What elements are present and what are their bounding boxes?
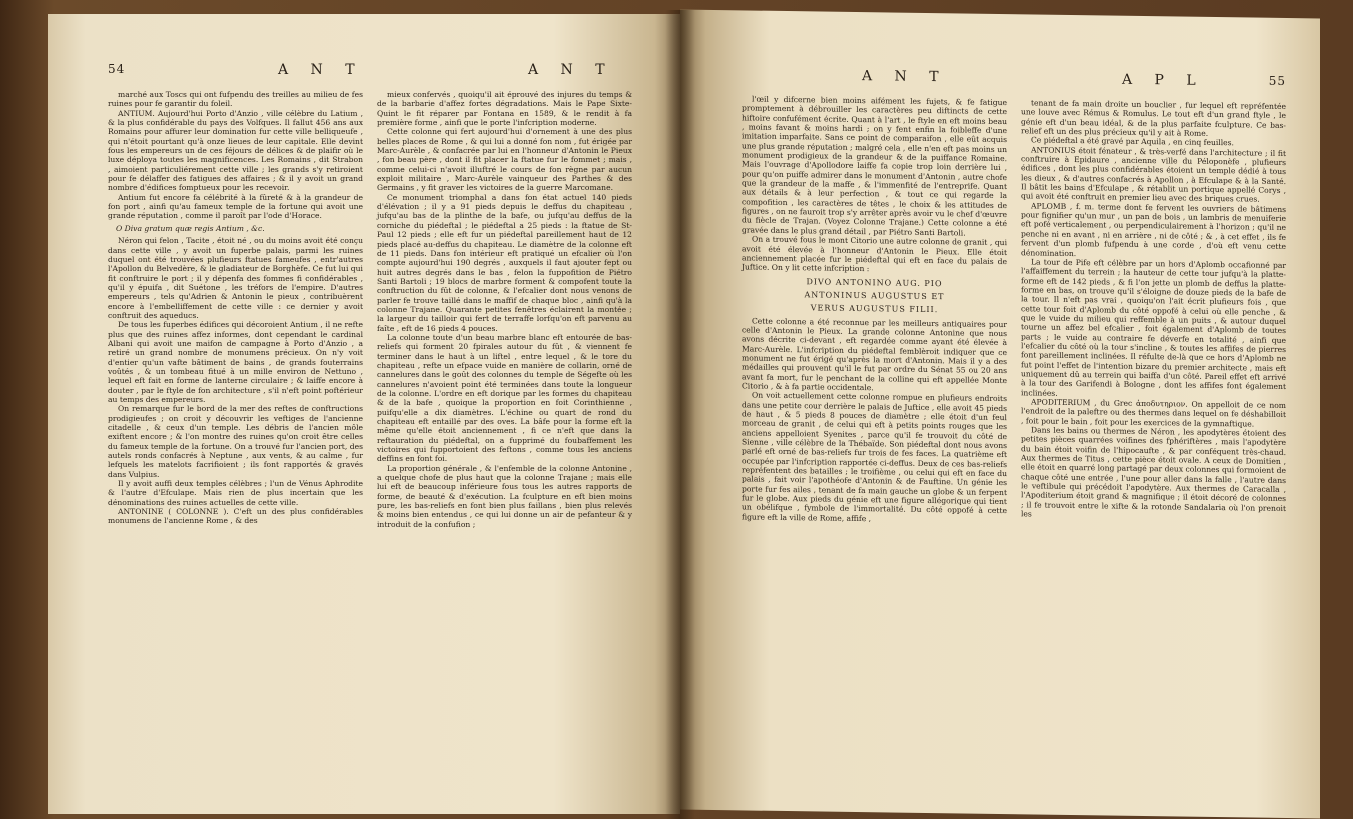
entry-antonius: ANTONIUS étoit fénateur , & très-verfé dans l'architecture ; il fit conftruire à Epidaure , ancienne ville du Péloponèfe , plufieurs édifices , dont les plus confidérables étoient un temple dédié à tous les dieux , & d'autres confacrés à Apollon , à Efculape & à la Santé. Il bâtit les bains d'Efculape , & rétablit un portique appellé Corys , qui avoit été conftruit en premier lieu avec des briques crues. [1021, 145, 1286, 205]
right-page [680, 10, 1320, 819]
inscription-line: ANTONINUS AUGUSTUS ET [804, 290, 945, 302]
entry-antium: ANTIUM. Aujourd'hui Porto d'Anzio , ville célèbre du Latium , & la plus confidérable du pays des Volfques. Il fallut 456 ans aux Romains pour affurer leur domination fur cette ville belliqueufe , qui n'étoit pourtant qu'à onze lieues de leur capitale. Elle devint fous les empereurs un de ces féjours de délices & de plaifir où le luxe déploya toutes les magnificences. Les Romains , dit Strabon , aimoient particuliérement cette ville ; les grands s'y retiroient pour fe délaffer des fatigues des affaires ; & il y avoit un grand nombre d'édifices fomptueux pour les recevoir. [108, 108, 363, 193]
right-column-1 [742, 94, 1007, 525]
entry-aplomb: APLOMB , f. m. terme dont fe fervent les ouvriers de bâtimens pour fignifier qu'un mur , un pan de bois , un lambris de menuiferie eft pofé verticalement , ou perpendiculairement à l'horizon ; qu'il ne penche ni en avant , ni en arrière , ni de côté ; & , à cet effet , ils fe fervent d'un plomb fufpendu à une corde , d'où eft venu cette dénomination. [1021, 201, 1286, 258]
paragraph: Néron qui felon , Tacite , étoit né , ou du moins avoit été conçu dans cette ville , y avoit un fuperbe palais, parmi les ruines duquel ont été trouvées plufieurs ftatues fameufes , entr'autres l'Apollon du Belvedère, & le gladiateur de Borghèfe. Ce fut lui qui fit conftruire le port ; il y dépenfa des fommes fi confidérables , qu'il y épuifa , dit Suétone , les tréfors de l'empire. D'autres empereurs , tels qu'Adrien & Antonin le pieux , contribuèrent encore à l'embelliffement de cette ville : ce dernier y avoit conftruit des aqueducs. [108, 236, 363, 320]
paragraph: On a trouvé fous le mont Citorio une autre colonne de granit , qui avoit été élevée à l'honneur d'Antonin le Pieux. Elle étoit anciennement placée fur le piédeftal qui eft en face du palais de Juftice. On y lit cette infcription : [742, 234, 1007, 274]
paragraph: La tour de Pife eft célèbre par un hors d'Aplomb occafionné par l'affaiffement du terrein ; la hauteur de cette tour jufqu'à la platte-forme eft de 142 pieds , & fi l'on jette un plomb de deffus la platte-forme en bas, on trouve qu'il s'éloigne de douze pieds de la bafe de la tour. Il n'eft pas vrai , quoiqu'on l'ait écrit plufieurs fois , que cette tour foit d'Aplomb du côté oppofé à celui où elle penche , & que le vuide du milieu qui reffemble à un puits , & autour duquel tourne un affez bel efcalier , foit également d'Aplomb de toutes parts ; le vuide au contraire fe déverfe en totalité , ainfi que l'efcalier du côté où la tour s'incline , & toutes les affifes de pierres font pareillement inclinées. Il réfulte de-là que ce hors d'Aplomb ne fut point l'effet de l'intention bizare du premier architecte , mais eft uniquement dû au terrein qui baiffa d'un côté. Pareil effet eft arrivé à la tour des Garifendi à Bologne , dont les affifes font également inclinées. [1021, 257, 1286, 398]
left-page-header [108, 62, 632, 86]
running-head: A P L [1122, 71, 1205, 89]
paragraph: Ce piédeftal a été gravé par Aquila , en cinq feuilles. [1031, 135, 1234, 148]
paragraph: On voit actuellement cette colonne rompue en plufieurs endroits dans une petite cour derrière le palais de Juftice , elle avoit 45 pieds de haut , & 5 pieds 8 pouces de diamètre ; elle étoit d'un feul morceau de granit , de celui qui eft à petits points rouges que les anciens appelloient Syenites , parce qu'il fe trouvoit du côté de Sienne , ville célèbre de la Thébaïde. Son piédeftal dont nous avons parlé eft orné de bas-reliefs fur trois de fes faces. La quatrième eft occupée par l'infcription rapportée ci-deffus. Deux de ces bas-reliefs repréfentent des batailles ; le troifième , ou celui qui eft en face du palais , fait voir l'apothéofe d'Antonin & de Fauftine. Un génie les porte fur fes ailes , tenant de fa main gauche un globe & un ferpent fur le globe. Aux pieds du génie eft une figure allégorique qui tient un obélifque , fymbole de l'immortalité. Du côté oppofé à cette figure eft la ville de Rome, affife , [742, 390, 1007, 523]
running-head: A N T [862, 68, 948, 86]
inscription-line: DIVO ANTONINO AUG. PIO [806, 276, 943, 288]
right-page-header [742, 66, 1286, 98]
paragraph: De tous les fuperbes édifices qui décoroient Antium , il ne refte plus que des ruines affez informes, dont cependant le cardinal Albani qui avoit une maifon de campagne à Porto d'Anzio , a retiré un grand nombre de monumens précieux. On n'y voit d'entier qu'un vafte bâtiment de bains , de grands fouterrains voûtés , & un tombeau fitué à un mille environ de Nettuno , lequel eft fait en forme de lanterne circulaire ; & laiffe encore à douter , par le ftyle de fon architecture , s'il n'eft point poftérieur au temps des empereurs. [108, 320, 363, 404]
paragraph: Il y avoit auffi deux temples célèbres ; l'un de Vénus Aphrodite & l'autre d'Efculape. Mais rien de plus incertain que les dénominations des ruines actuelles de cette ville. [108, 479, 363, 507]
left-page [48, 14, 680, 814]
paragraph: marché aux Toscs qui ont fufpendu des treilles au milieu de fes ruines pour fe garantir du foleil. [108, 90, 363, 109]
entry-antonine: ANTONINE ( COLONNE ). C'eft un des plus confidérables monumens de l'ancienne Rome , & des [108, 507, 363, 526]
paragraph: l'œil y difcerne bien moins aifément les fujets, & fe fatigue promptement à débrouiller les caractères peu diftincts de cette hiftoire confufément écrite. Quant à l'art , le ftyle en eft moins beau , moins favant & moins hardi ; on y fent enfin la foibleffe d'une imitation imparfaite. Sans ce point de comparaifon , elle eût acquis une plus grande réputation ; malgré cela , elle n'en eft pas moins un monument prodigieux de la grandeur & de la puiffance Romaine. Mais l'ouvrage d'Apollodore laiffe fa copie trop loin derrière lui , pour qu'on puiffe admirer dans le monument d'Antonin , autre chofe que la grandeur de la maffe , & l'immenfité de l'entreprife. Quant aux détails & à leur perfection , & tout ce qui regarde la compofition , les caractères de têtes , le choix & les attitudes de figures , on ne fauroit trop s'y arrêter après avoir vu le chef d'œuvre du fiècle de Trajan. (Voyez Colonne Trajane.) Cette colonne a été gravée dans le plus grand détail , par Piétro Santi Bartoli. [742, 94, 1007, 238]
inscription-line: VERUS AUGUSTUS FILII. [810, 303, 939, 315]
paragraph: Dans les bains ou thermes de Néron , les apodytères étoient des petites pièces quarrées voifines des fphériftères , mais l'apodytère du bain étoit voifin de l'hipocaufte , & par conféquent très-chaud. Aux thermes de Titus , cette pièce étoit ovale. A ceux de Domitien , elle étoit en quarré long partagé par deux colonnes qui formoient de chaque côté une entrée , l'une pour aller dans la falle , l'autre dans le veftibule qui précédoit l'apodytère. Aux thermes de Caracalla , l'Apoditerium étoit grand & magnifique ; il étoit décoré de colonnes ; il fe trouvoit entre le xifte & la rotonde Sandalaria où l'on prenoit les [1021, 425, 1286, 519]
page-number: 55 [1268, 73, 1286, 88]
right-column-2 [1021, 98, 1286, 529]
paragraph: On remarque fur le bord de la mer des reftes de conftructions prodigieufes ; on croit y découvrir les veftiges de l'ancienne citadelle , & ceux d'un temple. Les débris de l'ancien môle exiftent encore ; & l'on montre des ruines qu'on croit être celles du fameux temple de la fortune. On a trouvé fur l'ancien port, des autels ronds confacrés à Neptune , aux vents, & au calme , fur lefquels les matelots facrifioient ; ils font rapportés & gravés dans Vulpius. [108, 404, 363, 479]
running-head: A N T [278, 62, 364, 78]
verse-quote: O Diva gratum quæ regis Antium , &c. [116, 223, 265, 233]
page-number: 54 [108, 62, 126, 76]
book-gutter [665, 10, 695, 819]
paragraph: La proportion générale , & l'enfemble de la colonne Antonine , a quelque chofe de plus haut que la colonne Trajane ; mais elle lui eft de beaucoup inférieure fous tous les autres rapports de forme, de beauté & d'exécution. La fculpture en eft bien moins pure, les bas-reliefs en font bien plus faillans , bien plus relevés & moins bien entendus , ce qui lui donne un air de pefanteur & y introduit de la confufion ; [377, 463, 632, 529]
paragraph: Cette colonne qui fert aujourd'hui d'ornement à une des plus belles places de Rome , & qui lui a donné fon nom , fut érigée par Marc-Aurèle , & confacrée par lui en l'honneur d'Antonin le Pieux , fon beau père , dont il fit placer la ftatue fur le fommet ; mais , comme celui-ci n'avoit illuftré le cours de fon règne par aucun exploit militaire , Marc-Aurèle vainqueur des Parthes & des Germains , y fit graver les victoires de la guerre Marcomane. [377, 127, 632, 193]
paragraph: La colonne toute d'un beau marbre blanc eft entourée de bas-reliefs qui forment 20 fpirales autour du fût , & viennent fe terminer dans le haut à un liftel , entre lequel , & le tore du chapiteau , refte un efpace vuide en manière de collarin, orné de cannelures dans le goût des colonnes du temple de Ségefte où les cannelures n'avoient point été terminées dans toute la longueur de la colonne. L'ordre en eft dorique par les formes du chapiteau & de la bafe , quoique la proportion en foit Corinthienne , puifqu'elle a dix diamètres. L'échine ou quart de rond du chapiteau eft entaillé par des oves. La bâfe pour la forme eft la même qu'elle étoit anciennement , fi ce n'eft que dans la reftauration du piédeftal, on a fupprimé du foubaffement les victoires qui fupportoient des feftons , comme tous les anciens deffins en font foi. [377, 332, 632, 464]
paragraph: tenant de fa main droite un bouclier , fur lequel eft repréfentée une louve avec Rémus & Romulus. Le tout eft d'un grand ftyle , le génie eft d'un beau idéal, & de la plus parfaite fculpture. Ce bas-relief eft un des plus précieux qu'il y ait à Rome. [1021, 98, 1286, 138]
paragraph: Antium fut encore fa célébrité à la fûreté & à la grandeur de fon port , ainfi qu'au fameux temple de la fortune qui avoit une grande réputation , comme il paroît par l'ode d'Horace. [108, 192, 363, 221]
paragraph: mieux confervés , quoiqu'il ait éprouvé des injures du temps & de la barbarie d'affez fortes dégradations. Mais le Pape Sixte-Quint le fit réparer par Fontana en 1589, & le rendit à fa première forme , ainfi que le porte l'infcription moderne. [377, 90, 632, 128]
left-column-2 [377, 90, 632, 529]
left-column-1 [108, 90, 363, 529]
paragraph: Cette colonne a été reconnue par les meilleurs antiquaires pour celle d'Antonin le Pieux. La grande colonne Antonine que nous avons décrite ci-devant , eft regardée comme ayant été élevée à Marc-Aurèle. L'infcription du piédeftal femblèroit indiquer que ce monument ne fut érigé qu'après la mort d'Antonin. Mais il y a des médailles qui prouvent qu'il le fut par ordre du Sénat 55 ou 20 ans avant fa mort, fur le penchant de la colline qui eft appellée Monte Citorio , & à fa partie occidentale. [742, 316, 1007, 393]
entry-apoditerium: APODITERIUM , du Grec ἀποδυτηριον. On appelloit de ce nom l'endroit de la paleftre ou des thermes dans lequel on fe déshabilloit , foit pour le bain , foit pour les exercices de la gymnaftique. [1021, 397, 1286, 429]
running-head: A N T [528, 62, 614, 78]
paragraph: Ce monument triomphal a dans fon état actuel 140 pieds d'élévation ; il y a 91 pieds depuis le deffus du chapiteau , jufqu'au bas de la plinthe de la bafe, ou jufqu'au deffus de la corniche du piédeftal ; le piédeftal a 25 pieds : la ftatue de St-Paul 12 pieds ; elle eft fur un piédeftal pareillement haut de 12 pieds placé au-deffus du chapiteau. Le diamètre de la colonne eft de 11 pieds. Dans fon intérieur eft pratiqué un efcalier où l'on compte aujourd'hui 190 degrés , auxquels il faut ajouter fept ou huit autres degrés dans le bas , felon la fuppofition de Piétro Santi Bartoli ; 19 blocs de marbre forment & compofent toute la conftruction du fût de colonne, & l'efcalier dont nous venons de parler fe trouve taillé dans le maffif de chaque bloc , ainfi qu'à la colonne Trajane. Quarante petites fenêtres éclairent la montée ; la largeur du tailloir qui fert de terraffe lorfqu'on eft parvenu au faîte , eft de 16 pieds 4 pouces. [377, 192, 632, 333]
